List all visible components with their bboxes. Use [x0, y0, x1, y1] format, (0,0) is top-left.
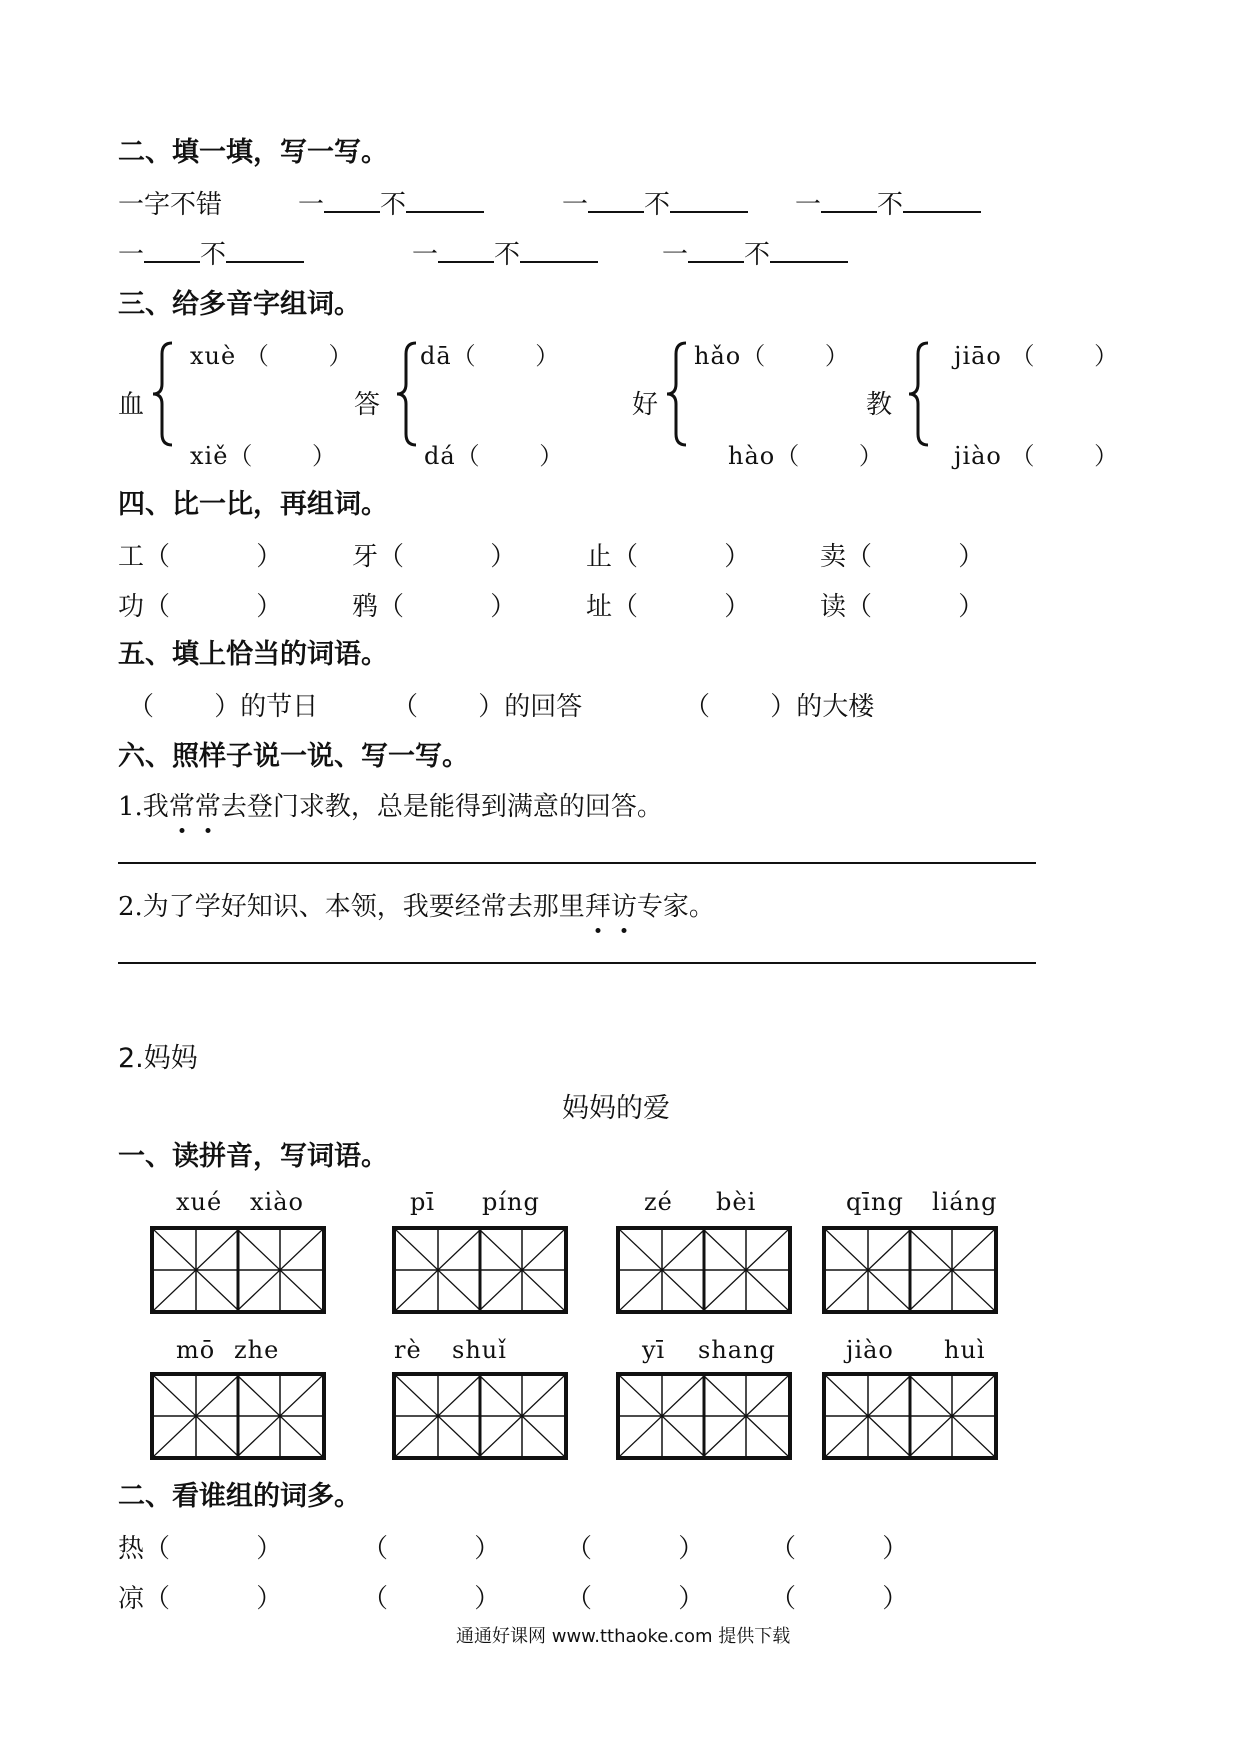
word-slot[interactable]: （ ）	[566, 1534, 705, 1564]
brace-icon	[394, 340, 420, 448]
pinyin-label: mō	[176, 1336, 216, 1364]
pinyin-slot[interactable]: jiào （ ）	[954, 442, 1120, 470]
example-text: 一字不错	[118, 190, 223, 220]
pinyin-slot[interactable]: xuè （ ）	[190, 342, 354, 370]
fill-item: 一 不	[412, 234, 598, 271]
pinyin-label: yī	[642, 1336, 666, 1364]
section6-heading: 六、照样子说一说、写一写。	[118, 741, 469, 772]
section3-heading: 三、给多音字组词。	[118, 289, 361, 320]
polyphone-char: 好	[632, 390, 659, 420]
polyphone-char: 血	[118, 390, 145, 420]
brace-icon	[906, 340, 932, 448]
fill-item: 一 不	[118, 234, 304, 271]
fill-blank[interactable]	[903, 187, 981, 213]
section2-heading: 二、填一填，写一写。	[118, 137, 388, 168]
fill-blank[interactable]	[520, 237, 598, 263]
pinyin-label: bèi	[716, 1188, 757, 1216]
pinyin-label: rè	[394, 1336, 422, 1364]
writing-grid[interactable]	[822, 1226, 998, 1314]
word-row-2	[118, 1578, 282, 1615]
phrase-item[interactable]: （ ）的大楼	[684, 692, 875, 722]
fill-blank[interactable]	[670, 187, 748, 213]
example-sentence-2: 2.为了学好知识、本领，我要经常去那里拜访专家。	[118, 886, 715, 923]
word-slot[interactable]: （ ）	[770, 1584, 909, 1614]
pinyin-slot[interactable]: dā（ ）	[420, 342, 561, 370]
compare-item[interactable]: 止（ ）	[586, 542, 751, 572]
word-slot[interactable]: （ ）	[770, 1534, 909, 1564]
compare-item[interactable]: 鸦（ ）	[352, 592, 517, 622]
word-slot[interactable]: （ ）	[566, 1584, 705, 1614]
word-slot[interactable]: （ ）	[144, 1584, 283, 1614]
word-slot[interactable]: （ ）	[144, 1534, 283, 1564]
fill-blank[interactable]	[688, 237, 744, 263]
pinyin-slot[interactable]: hǎo（ ）	[694, 342, 850, 370]
answer-line[interactable]	[118, 862, 1036, 864]
writing-grid[interactable]	[392, 1226, 568, 1314]
pinyin-label: shang	[698, 1336, 776, 1364]
compare-item[interactable]: 工（ ）	[118, 542, 283, 572]
word-slot[interactable]: （ ）	[362, 1584, 501, 1614]
pinyin-slot[interactable]: dá（ ）	[424, 442, 565, 470]
pinyin-label: zé	[644, 1188, 673, 1216]
pinyin-label: zhe	[234, 1336, 280, 1364]
writing-grid[interactable]	[150, 1372, 326, 1460]
pinyin-label: shuǐ	[452, 1336, 507, 1364]
word-row-1	[118, 1528, 282, 1565]
brace-icon	[150, 340, 176, 448]
pinyin-label: xiào	[250, 1188, 304, 1216]
brace-icon	[664, 340, 690, 448]
example-sentence-1: 1.我常常去登门求教，总是能得到满意的回答。	[118, 786, 663, 823]
pinyin-label: liáng	[932, 1188, 998, 1216]
pinyin-slot[interactable]: xiě（ ）	[190, 442, 338, 470]
phrase-item[interactable]: （ ）的节日	[128, 692, 319, 722]
pinyin-label: pī	[410, 1188, 436, 1216]
writing-grid[interactable]	[616, 1226, 792, 1314]
part1-heading: 一、读拼音，写词语。	[118, 1141, 388, 1172]
row-char: 热	[118, 1534, 145, 1564]
fill-blank[interactable]	[406, 187, 484, 213]
fill-blank[interactable]	[438, 237, 494, 263]
writing-grid[interactable]	[150, 1226, 326, 1314]
fill-blank[interactable]	[226, 237, 304, 263]
writing-grid[interactable]	[392, 1372, 568, 1460]
compare-item[interactable]: 牙（ ）	[352, 542, 517, 572]
part2-heading: 二、看谁组的词多。	[118, 1481, 361, 1512]
fill-item: 一 不	[298, 184, 484, 221]
section4-heading: 四、比一比，再组词。	[118, 489, 388, 520]
pinyin-slot[interactable]: jiāo （ ）	[954, 342, 1120, 370]
fill-blank[interactable]	[588, 187, 644, 213]
fill-item: 一 不	[662, 234, 848, 271]
compare-item[interactable]: 址（ ）	[586, 592, 751, 622]
pinyin-label: píng	[482, 1188, 540, 1216]
compare-item[interactable]: 读（ ）	[820, 592, 985, 622]
pinyin-slot[interactable]: hào（ ）	[728, 442, 884, 470]
row-char: 凉	[118, 1584, 145, 1614]
pinyin-label: xué	[176, 1188, 223, 1216]
fill-item: 一 不	[795, 184, 981, 221]
fill-blank[interactable]	[324, 187, 380, 213]
section5-heading: 五、填上恰当的词语。	[118, 639, 388, 670]
polyphone-char: 答	[354, 390, 381, 420]
answer-line[interactable]	[118, 962, 1036, 964]
polyphone-char: 教	[866, 390, 893, 420]
writing-grid[interactable]	[616, 1372, 792, 1460]
fill-blank[interactable]	[144, 237, 200, 263]
section2-row1	[118, 184, 222, 221]
fill-blank[interactable]	[821, 187, 877, 213]
pinyin-label: qīng	[846, 1188, 904, 1216]
footer-text: 通通好课网 www.tthaoke.com 提供下载	[456, 1626, 791, 1647]
fill-item: 一 不	[562, 184, 748, 221]
pinyin-label: jiào	[846, 1336, 894, 1364]
lesson-title: 妈妈的爱	[562, 1093, 670, 1124]
pinyin-label: huì	[944, 1336, 986, 1364]
compare-item[interactable]: 卖（ ）	[820, 542, 985, 572]
fill-blank[interactable]	[770, 237, 848, 263]
word-slot[interactable]: （ ）	[362, 1534, 501, 1564]
writing-grid[interactable]	[822, 1372, 998, 1460]
lesson-label: 2.妈妈	[118, 1043, 198, 1074]
phrase-item[interactable]: （ ）的回答	[392, 692, 583, 722]
compare-item[interactable]: 功（ ）	[118, 592, 283, 622]
